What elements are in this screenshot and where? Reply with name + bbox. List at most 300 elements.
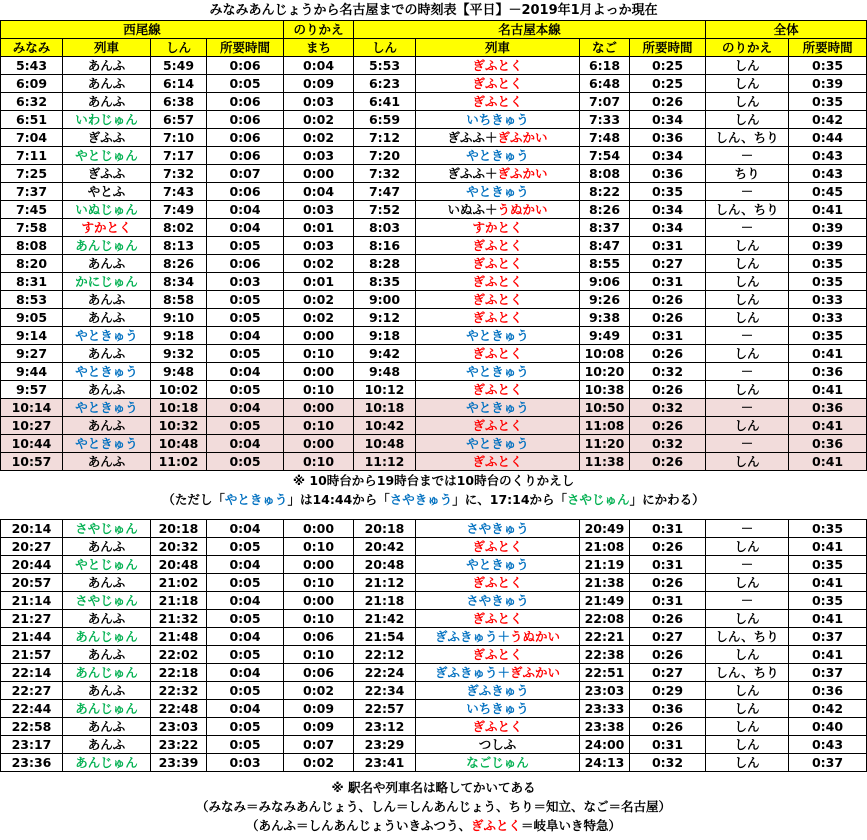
train-name: あんふ xyxy=(87,737,126,752)
dep-shin: 8:03 xyxy=(354,219,416,237)
dep-minami: 21:57 xyxy=(1,646,63,664)
dep-minami: 5:43 xyxy=(1,57,63,75)
timetable-row xyxy=(1,291,867,309)
transfer-stations: しん、ちり xyxy=(706,628,789,646)
arr-shin: 23:39 xyxy=(151,754,207,772)
note-text-part: 」は14:44から「 xyxy=(287,492,390,507)
train-name-part: ぎふとく xyxy=(472,382,523,397)
timetable-row xyxy=(1,592,867,610)
transfer-stations: しん、ちり xyxy=(706,129,789,147)
duration-total: 0:44 xyxy=(789,129,867,147)
arr-nagoya: 22:21 xyxy=(580,628,630,646)
duration-total: 0:39 xyxy=(789,237,867,255)
dep-shin: 7:32 xyxy=(354,165,416,183)
arr-shin: 7:32 xyxy=(151,165,207,183)
dep-shin: 10:48 xyxy=(354,435,416,453)
duration-total: 0:39 xyxy=(789,219,867,237)
timetable-bottom xyxy=(0,519,867,772)
train-name: あんふ xyxy=(87,292,126,307)
transfer-wait: 0:02 xyxy=(284,682,354,700)
duration-nishio: 0:04 xyxy=(207,664,284,682)
train-name: あんじゅん xyxy=(75,629,138,644)
dep-minami: 22:44 xyxy=(1,700,63,718)
timetable-row xyxy=(1,129,867,147)
transfer-wait: 0:02 xyxy=(284,291,354,309)
duration-main: 0:32 xyxy=(630,435,706,453)
duration-total: 0:35 xyxy=(789,255,867,273)
dep-minami: 22:27 xyxy=(1,682,63,700)
train-name: やとふ xyxy=(87,184,126,199)
arr-shin: 9:48 xyxy=(151,363,207,381)
duration-total: 0:37 xyxy=(789,664,867,682)
group-header-row xyxy=(1,21,867,39)
dep-shin: 9:42 xyxy=(354,345,416,363)
duration-nishio: 0:04 xyxy=(207,592,284,610)
timetable-row xyxy=(1,201,867,219)
transfer-stations: しん xyxy=(706,700,789,718)
dep-shin: 21:54 xyxy=(354,628,416,646)
duration-main: 0:32 xyxy=(630,754,706,772)
transfer-stations: しん xyxy=(706,255,789,273)
duration-main: 0:26 xyxy=(630,574,706,592)
duration-total: 0:41 xyxy=(789,610,867,628)
transfer-wait: 0:09 xyxy=(284,75,354,93)
transfer-wait: 0:04 xyxy=(284,57,354,75)
arr-nagoya: 9:26 xyxy=(580,291,630,309)
train-name-part: やときゅう xyxy=(466,148,529,163)
duration-main: 0:26 xyxy=(630,309,706,327)
train-name-part: ぎふかい xyxy=(510,665,561,680)
duration-nishio: 0:04 xyxy=(207,363,284,381)
duration-total: 0:36 xyxy=(789,399,867,417)
train-nagoya-main xyxy=(416,327,580,345)
transfer-wait: 0:01 xyxy=(284,273,354,291)
train-nishio xyxy=(63,700,151,718)
duration-main: 0:27 xyxy=(630,664,706,682)
timetable-row xyxy=(1,453,867,471)
train-nishio xyxy=(63,453,151,471)
train-name-part: さやきゅう xyxy=(466,521,529,536)
duration-main: 0:27 xyxy=(630,628,706,646)
transfer-wait: 0:07 xyxy=(284,736,354,754)
train-name: さやじゅん xyxy=(75,593,138,608)
dep-minami: 9:44 xyxy=(1,363,63,381)
train-nagoya-main xyxy=(416,381,580,399)
col-header: みなみ xyxy=(1,39,63,57)
dep-minami: 10:14 xyxy=(1,399,63,417)
train-nagoya-main xyxy=(416,736,580,754)
duration-nishio: 0:05 xyxy=(207,682,284,700)
transfer-stations: しん xyxy=(706,646,789,664)
arr-nagoya: 8:37 xyxy=(580,219,630,237)
page-title: みなみあんじょうから名古屋までの時刻表【平日】－2019年1月よっか現在 xyxy=(209,2,658,18)
timetable-row xyxy=(1,435,867,453)
arr-shin: 20:18 xyxy=(151,520,207,538)
train-name: ぎふふ xyxy=(87,166,126,181)
train-name: すかとく xyxy=(81,220,132,235)
transfer-wait: 0:02 xyxy=(284,754,354,772)
train-nishio xyxy=(63,327,151,345)
train-nagoya-main xyxy=(416,345,580,363)
dep-minami: 20:44 xyxy=(1,556,63,574)
train-name-part: ぎふとく xyxy=(472,418,523,433)
duration-total: 0:36 xyxy=(789,363,867,381)
transfer-wait: 0:10 xyxy=(284,646,354,664)
train-name-part: ぎふきゅう＋ xyxy=(434,665,510,680)
arr-shin: 20:32 xyxy=(151,538,207,556)
duration-main: 0:31 xyxy=(630,273,706,291)
train-name-part: やときゅう xyxy=(466,364,529,379)
arr-nagoya: 24:13 xyxy=(580,754,630,772)
transfer-wait: 0:00 xyxy=(284,165,354,183)
train-nagoya-main xyxy=(416,718,580,736)
transfer-stations: － xyxy=(706,556,789,574)
arr-nagoya: 8:08 xyxy=(580,165,630,183)
train-name: あんふ xyxy=(87,346,126,361)
dep-minami: 7:58 xyxy=(1,219,63,237)
duration-nishio: 0:04 xyxy=(207,399,284,417)
dep-shin: 21:42 xyxy=(354,610,416,628)
duration-main: 0:26 xyxy=(630,646,706,664)
train-nishio xyxy=(63,147,151,165)
arr-nagoya: 8:22 xyxy=(580,183,630,201)
train-nishio xyxy=(63,183,151,201)
arr-shin: 10:18 xyxy=(151,399,207,417)
dep-shin: 10:42 xyxy=(354,417,416,435)
dep-minami: 20:57 xyxy=(1,574,63,592)
train-name: あんふ xyxy=(87,58,126,73)
train-name-part: ぎふとく xyxy=(472,274,523,289)
train-name-part: ぎふとく xyxy=(472,256,523,271)
arr-shin: 11:02 xyxy=(151,453,207,471)
arr-shin: 7:49 xyxy=(151,201,207,219)
train-nagoya-main xyxy=(416,363,580,381)
train-nishio xyxy=(63,610,151,628)
duration-nishio: 0:05 xyxy=(207,453,284,471)
arr-nagoya: 11:20 xyxy=(580,435,630,453)
train-name: かにじゅん xyxy=(75,274,138,289)
duration-nishio: 0:05 xyxy=(207,718,284,736)
arr-nagoya: 9:38 xyxy=(580,309,630,327)
footer-note-2: （みなみ＝みなみあんじょう、しん＝しんあんじょう、ちり＝知立、なご＝名古屋） xyxy=(195,799,671,814)
dep-minami: 6:09 xyxy=(1,75,63,93)
dep-minami: 8:31 xyxy=(1,273,63,291)
timetable-row xyxy=(1,327,867,345)
train-nishio xyxy=(63,682,151,700)
timetable-row xyxy=(1,520,867,538)
train-name: あんふ xyxy=(87,256,126,271)
arr-shin: 22:48 xyxy=(151,700,207,718)
transfer-wait: 0:03 xyxy=(284,93,354,111)
duration-main: 0:27 xyxy=(630,255,706,273)
arr-nagoya: 21:08 xyxy=(580,538,630,556)
arr-nagoya: 21:49 xyxy=(580,592,630,610)
transfer-wait: 0:09 xyxy=(284,700,354,718)
arr-shin: 20:48 xyxy=(151,556,207,574)
transfer-stations: － xyxy=(706,327,789,345)
transfer-stations: － xyxy=(706,399,789,417)
train-name: あんふ xyxy=(87,647,126,662)
train-name: やときゅう xyxy=(75,364,138,379)
train-name-part: つしふ xyxy=(478,737,517,752)
train-name-part: ぎふふ＋ xyxy=(447,130,498,145)
train-name-part: ぎふとく xyxy=(472,611,523,626)
train-nagoya-main xyxy=(416,754,580,772)
train-nishio xyxy=(63,520,151,538)
timetable-row xyxy=(1,93,867,111)
duration-nishio: 0:04 xyxy=(207,520,284,538)
duration-main: 0:34 xyxy=(630,111,706,129)
train-nagoya-main xyxy=(416,556,580,574)
timetable-row xyxy=(1,255,867,273)
arr-nagoya: 9:49 xyxy=(580,327,630,345)
transfer-wait: 0:10 xyxy=(284,417,354,435)
train-name: あんふ xyxy=(87,683,126,698)
train-nagoya-main xyxy=(416,291,580,309)
transfer-wait: 0:00 xyxy=(284,435,354,453)
train-nagoya-main xyxy=(416,201,580,219)
train-name-part: ぎふとく xyxy=(472,539,523,554)
train-nagoya-main xyxy=(416,628,580,646)
duration-total: 0:43 xyxy=(789,165,867,183)
train-name-part: ぎふかい xyxy=(497,130,548,145)
train-nagoya-main xyxy=(416,219,580,237)
dep-shin: 5:53 xyxy=(354,57,416,75)
train-nishio xyxy=(63,399,151,417)
transfer-stations: しん xyxy=(706,273,789,291)
duration-total: 0:43 xyxy=(789,147,867,165)
dep-shin: 10:18 xyxy=(354,399,416,417)
duration-nishio: 0:03 xyxy=(207,754,284,772)
train-name: いわじゅん xyxy=(75,112,138,127)
train-name: やときゅう xyxy=(75,436,138,451)
train-nishio xyxy=(63,754,151,772)
dep-minami: 9:57 xyxy=(1,381,63,399)
train-nagoya-main xyxy=(416,57,580,75)
duration-main: 0:31 xyxy=(630,556,706,574)
dep-shin: 21:12 xyxy=(354,574,416,592)
arr-nagoya: 8:47 xyxy=(580,237,630,255)
duration-total: 0:35 xyxy=(789,327,867,345)
transfer-stations: － xyxy=(706,520,789,538)
dep-shin: 8:35 xyxy=(354,273,416,291)
duration-nishio: 0:06 xyxy=(207,183,284,201)
transfer-wait: 0:10 xyxy=(284,538,354,556)
col-header: 列車 xyxy=(63,39,151,57)
timetable-row xyxy=(1,718,867,736)
duration-nishio: 0:04 xyxy=(207,556,284,574)
arr-nagoya: 23:38 xyxy=(580,718,630,736)
duration-total: 0:41 xyxy=(789,574,867,592)
dep-shin: 20:48 xyxy=(354,556,416,574)
transfer-stations: しん xyxy=(706,754,789,772)
arr-shin: 8:26 xyxy=(151,255,207,273)
arr-shin: 8:13 xyxy=(151,237,207,255)
duration-nishio: 0:04 xyxy=(207,201,284,219)
dep-minami: 6:51 xyxy=(1,111,63,129)
dep-minami: 20:14 xyxy=(1,520,63,538)
col-header: 列車 xyxy=(416,39,580,57)
duration-total: 0:35 xyxy=(789,273,867,291)
column-header-row xyxy=(1,39,867,57)
train-name-part: ぎふとく xyxy=(472,94,523,109)
transfer-wait: 0:06 xyxy=(284,628,354,646)
footer-note-1: ※ 駅名や列車名は略してかいてある xyxy=(331,780,536,795)
note-text-part: （ただし「 xyxy=(162,492,225,507)
transfer-stations: しん xyxy=(706,93,789,111)
train-nishio xyxy=(63,664,151,682)
dep-shin: 6:23 xyxy=(354,75,416,93)
transfer-stations: しん xyxy=(706,309,789,327)
arr-nagoya: 10:50 xyxy=(580,399,630,417)
duration-total: 0:35 xyxy=(789,556,867,574)
duration-nishio: 0:05 xyxy=(207,237,284,255)
train-name-part: ぎふとく xyxy=(472,58,523,73)
transfer-stations: しん xyxy=(706,718,789,736)
train-name-part: やときゅう xyxy=(466,328,529,343)
note-text-part: やときゅう xyxy=(224,492,288,507)
duration-total: 0:35 xyxy=(789,93,867,111)
train-nishio xyxy=(63,75,151,93)
arr-shin: 9:32 xyxy=(151,345,207,363)
duration-main: 0:26 xyxy=(630,345,706,363)
train-nishio xyxy=(63,111,151,129)
arr-nagoya: 11:38 xyxy=(580,453,630,471)
train-name: あんじゅん xyxy=(75,238,138,253)
arr-nagoya: 22:08 xyxy=(580,610,630,628)
duration-nishio: 0:04 xyxy=(207,435,284,453)
dep-minami: 6:32 xyxy=(1,93,63,111)
duration-total: 0:41 xyxy=(789,381,867,399)
timetable-row xyxy=(1,381,867,399)
train-nishio xyxy=(63,538,151,556)
duration-nishio: 0:05 xyxy=(207,417,284,435)
duration-total: 0:43 xyxy=(789,736,867,754)
arr-shin: 9:10 xyxy=(151,309,207,327)
train-nagoya-main xyxy=(416,610,580,628)
train-nagoya-main xyxy=(416,435,580,453)
duration-main: 0:26 xyxy=(630,453,706,471)
dep-shin: 11:12 xyxy=(354,453,416,471)
train-nagoya-main xyxy=(416,700,580,718)
group-overall: 全体 xyxy=(706,21,867,39)
dep-shin: 8:16 xyxy=(354,237,416,255)
train-nishio xyxy=(63,417,151,435)
train-nishio xyxy=(63,736,151,754)
train-name-part: ぎふとく xyxy=(472,310,523,325)
dep-shin: 7:52 xyxy=(354,201,416,219)
note-text-part: さやきゅう xyxy=(389,492,453,507)
dep-minami: 10:44 xyxy=(1,435,63,453)
train-nishio xyxy=(63,592,151,610)
train-name: あんふ xyxy=(87,382,126,397)
train-nishio xyxy=(63,255,151,273)
dep-minami: 9:05 xyxy=(1,309,63,327)
arr-nagoya: 23:03 xyxy=(580,682,630,700)
train-nishio xyxy=(63,435,151,453)
dep-shin: 9:48 xyxy=(354,363,416,381)
train-name-part: うぬかい xyxy=(497,202,548,217)
train-name: いぬじゅん xyxy=(75,202,138,217)
duration-nishio: 0:04 xyxy=(207,327,284,345)
train-name: さやじゅん xyxy=(75,521,138,536)
train-name-part: やときゅう xyxy=(466,436,529,451)
transfer-wait: 0:03 xyxy=(284,237,354,255)
duration-total: 0:33 xyxy=(789,291,867,309)
duration-main: 0:36 xyxy=(630,700,706,718)
duration-main: 0:26 xyxy=(630,291,706,309)
arr-nagoya: 10:20 xyxy=(580,363,630,381)
transfer-wait: 0:06 xyxy=(284,664,354,682)
timetable-row xyxy=(1,700,867,718)
train-nishio xyxy=(63,273,151,291)
train-name-part: ぎふとく xyxy=(472,76,523,91)
transfer-wait: 0:00 xyxy=(284,592,354,610)
arr-nagoya: 21:38 xyxy=(580,574,630,592)
duration-nishio: 0:06 xyxy=(207,111,284,129)
train-nagoya-main xyxy=(416,520,580,538)
arr-nagoya: 11:08 xyxy=(580,417,630,435)
transfer-stations: しん xyxy=(706,57,789,75)
dep-shin: 23:12 xyxy=(354,718,416,736)
dep-shin: 20:42 xyxy=(354,538,416,556)
dep-shin: 7:47 xyxy=(354,183,416,201)
train-name: あんじゅん xyxy=(75,701,138,716)
transfer-wait: 0:02 xyxy=(284,309,354,327)
arr-shin: 10:02 xyxy=(151,381,207,399)
train-nishio xyxy=(63,201,151,219)
train-name: あんふ xyxy=(87,611,126,626)
arr-shin: 8:58 xyxy=(151,291,207,309)
train-nishio xyxy=(63,574,151,592)
dep-shin: 7:20 xyxy=(354,147,416,165)
train-name-part: ぎふとく xyxy=(472,647,523,662)
train-name-part: やときゅう xyxy=(466,557,529,572)
train-nagoya-main xyxy=(416,664,580,682)
train-name: あんじゅん xyxy=(75,755,138,770)
dep-shin: 9:18 xyxy=(354,327,416,345)
train-nagoya-main xyxy=(416,309,580,327)
train-name-part: やときゅう xyxy=(466,184,529,199)
arr-shin: 7:10 xyxy=(151,129,207,147)
duration-main: 0:34 xyxy=(630,219,706,237)
train-name-part: ぎふきゅう xyxy=(466,683,529,698)
arr-nagoya: 22:38 xyxy=(580,646,630,664)
duration-main: 0:26 xyxy=(630,538,706,556)
duration-main: 0:31 xyxy=(630,327,706,345)
duration-total: 0:41 xyxy=(789,646,867,664)
train-nagoya-main xyxy=(416,147,580,165)
duration-main: 0:29 xyxy=(630,682,706,700)
train-name-part: いちきゅう xyxy=(466,701,529,716)
transfer-stations: ちり xyxy=(706,165,789,183)
train-name: あんふ xyxy=(87,418,126,433)
transfer-wait: 0:00 xyxy=(284,363,354,381)
transfer-stations: しん xyxy=(706,381,789,399)
duration-main: 0:35 xyxy=(630,183,706,201)
train-name: あんふ xyxy=(87,94,126,109)
transfer-stations: － xyxy=(706,219,789,237)
train-name-part: ぎふきゅう＋ xyxy=(434,629,510,644)
duration-nishio: 0:06 xyxy=(207,255,284,273)
train-name-part: いぬふ＋ xyxy=(447,202,498,217)
note-text-part: 」に、17:14から「 xyxy=(452,492,568,507)
dep-minami: 21:44 xyxy=(1,628,63,646)
footer-text-part: ぎふとく xyxy=(470,818,521,833)
duration-nishio: 0:05 xyxy=(207,75,284,93)
timetable-row xyxy=(1,538,867,556)
train-nishio xyxy=(63,646,151,664)
